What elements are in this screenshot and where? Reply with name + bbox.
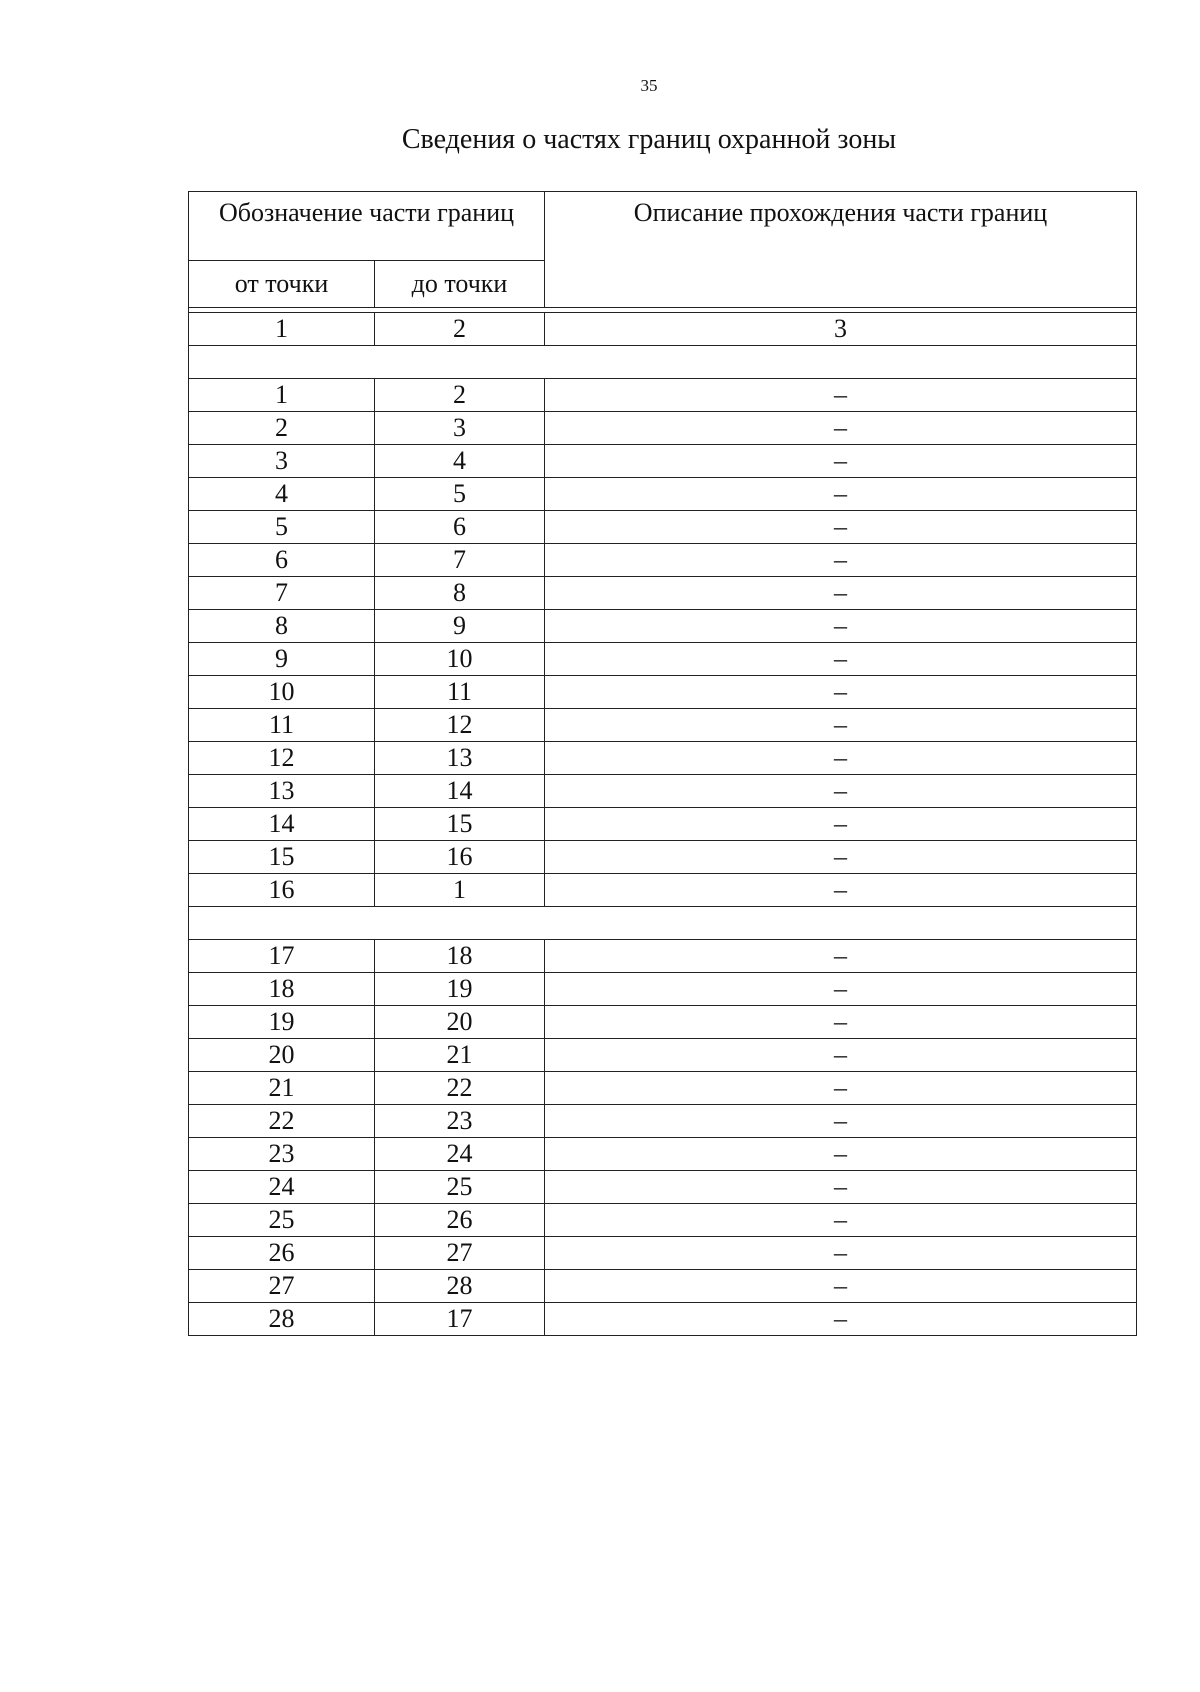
cell-to-point: 1 <box>375 874 545 907</box>
cell-to-point: 8 <box>375 577 545 610</box>
cell-from-point: 4 <box>189 478 375 511</box>
table-row <box>189 1270 1137 1303</box>
table-row <box>189 841 1137 874</box>
cell-to-point: 7 <box>375 544 545 577</box>
table-row <box>189 1006 1137 1039</box>
header-description-label: Описание прохождения части границ <box>633 198 1048 227</box>
table-row <box>189 808 1137 841</box>
cell-to-point: 21 <box>375 1039 545 1072</box>
section-row <box>189 346 1137 379</box>
cell-description: – <box>545 1303 1137 1336</box>
cell-to-point: 6 <box>375 511 545 544</box>
cell-from-point: 8 <box>189 610 375 643</box>
cell-from-point: 12 <box>189 742 375 775</box>
cell-to-point: 27 <box>375 1237 545 1270</box>
table-row <box>189 775 1137 808</box>
cell-description: – <box>545 1171 1137 1204</box>
table-row <box>189 742 1137 775</box>
table-row <box>189 1072 1137 1105</box>
cell-description: – <box>545 1072 1137 1105</box>
cell-to-point: 2 <box>375 379 545 412</box>
cell-from-point: 3 <box>189 445 375 478</box>
table-row <box>189 1039 1137 1072</box>
cell-from-point: 7 <box>189 577 375 610</box>
cell-description: – <box>545 643 1137 676</box>
table-row <box>189 1171 1137 1204</box>
cell-to-point: 15 <box>375 808 545 841</box>
cell-description: – <box>545 1006 1137 1039</box>
cell-from-point: 15 <box>189 841 375 874</box>
cell-to-point: 16 <box>375 841 545 874</box>
cell-description: – <box>545 610 1137 643</box>
cell-from-point: 23 <box>189 1138 375 1171</box>
cell-from-point: 1 <box>189 379 375 412</box>
cell-description: – <box>545 1039 1137 1072</box>
cell-from-point: 13 <box>189 775 375 808</box>
column-number-1: 1 <box>189 313 375 346</box>
cell-description: – <box>545 1237 1137 1270</box>
table-row <box>189 676 1137 709</box>
table-row <box>189 478 1137 511</box>
page-number: 35 <box>640 76 658 95</box>
cell-from-point: 14 <box>189 808 375 841</box>
cell-to-point: 20 <box>375 1006 545 1039</box>
header-boundary-designation <box>189 192 545 261</box>
cell-to-point: 19 <box>375 973 545 1006</box>
table-row <box>189 1138 1137 1171</box>
header-boundary-designation-label: Обозначение части границ <box>218 198 515 227</box>
section-label <box>189 907 1137 940</box>
cell-to-point: 22 <box>375 1072 545 1105</box>
table-row <box>189 577 1137 610</box>
table-row <box>189 1303 1137 1336</box>
table-body <box>189 192 1137 1336</box>
cell-from-point: 17 <box>189 940 375 973</box>
cell-to-point: 24 <box>375 1138 545 1171</box>
cell-description: – <box>545 577 1137 610</box>
cell-description: – <box>545 775 1137 808</box>
cell-to-point: 4 <box>375 445 545 478</box>
section-label <box>189 346 1137 379</box>
table-row <box>189 511 1137 544</box>
table-row <box>189 544 1137 577</box>
cell-to-point: 11 <box>375 676 545 709</box>
cell-description: – <box>545 445 1137 478</box>
table-row <box>189 1105 1137 1138</box>
cell-to-point: 10 <box>375 643 545 676</box>
table-row <box>189 709 1137 742</box>
cell-from-point: 21 <box>189 1072 375 1105</box>
cell-description: – <box>545 940 1137 973</box>
header-to-point: до точки <box>375 261 545 308</box>
table-row <box>189 643 1137 676</box>
cell-to-point: 23 <box>375 1105 545 1138</box>
cell-to-point: 25 <box>375 1171 545 1204</box>
cell-to-point: 5 <box>375 478 545 511</box>
cell-from-point: 19 <box>189 1006 375 1039</box>
cell-to-point: 18 <box>375 940 545 973</box>
cell-from-point: 11 <box>189 709 375 742</box>
cell-description: – <box>545 709 1137 742</box>
cell-description: – <box>545 808 1137 841</box>
cell-to-point: 28 <box>375 1270 545 1303</box>
cell-from-point: 26 <box>189 1237 375 1270</box>
cell-description: – <box>545 841 1137 874</box>
cell-description: – <box>545 511 1137 544</box>
table-row <box>189 610 1137 643</box>
cell-description: – <box>545 973 1137 1006</box>
cell-description: – <box>545 1105 1137 1138</box>
table-row <box>189 412 1137 445</box>
cell-from-point: 2 <box>189 412 375 445</box>
cell-to-point: 14 <box>375 775 545 808</box>
table-row <box>189 445 1137 478</box>
cell-description: – <box>545 412 1137 445</box>
cell-to-point: 9 <box>375 610 545 643</box>
cell-description: – <box>545 742 1137 775</box>
cell-to-point: 3 <box>375 412 545 445</box>
cell-from-point: 10 <box>189 676 375 709</box>
column-number-3: 3 <box>545 313 1137 346</box>
cell-description: – <box>545 478 1137 511</box>
cell-description: – <box>545 676 1137 709</box>
document-title: Сведения о частях границ охранной зоны <box>401 124 897 155</box>
boundary-parts-table <box>188 191 1137 1336</box>
cell-from-point: 18 <box>189 973 375 1006</box>
cell-to-point: 12 <box>375 709 545 742</box>
cell-to-point: 17 <box>375 1303 545 1336</box>
table-row <box>189 973 1137 1006</box>
cell-from-point: 24 <box>189 1171 375 1204</box>
header-description <box>545 192 1137 308</box>
header-row-group <box>189 192 1137 261</box>
section-row <box>189 907 1137 940</box>
cell-description: – <box>545 379 1137 412</box>
cell-description: – <box>545 1270 1137 1303</box>
cell-from-point: 16 <box>189 874 375 907</box>
cell-description: – <box>545 1138 1137 1171</box>
cell-to-point: 13 <box>375 742 545 775</box>
cell-from-point: 25 <box>189 1204 375 1237</box>
column-number-row <box>189 313 1137 346</box>
cell-from-point: 20 <box>189 1039 375 1072</box>
cell-from-point: 28 <box>189 1303 375 1336</box>
cell-to-point: 26 <box>375 1204 545 1237</box>
cell-description: – <box>545 874 1137 907</box>
column-number-2: 2 <box>375 313 545 346</box>
table-row <box>189 1204 1137 1237</box>
cell-description: – <box>545 1204 1137 1237</box>
cell-from-point: 9 <box>189 643 375 676</box>
table-row <box>189 874 1137 907</box>
cell-description: – <box>545 544 1137 577</box>
cell-from-point: 5 <box>189 511 375 544</box>
cell-from-point: 22 <box>189 1105 375 1138</box>
table-row <box>189 940 1137 973</box>
header-from-point: от точки <box>189 261 375 308</box>
table-row <box>189 1237 1137 1270</box>
cell-from-point: 6 <box>189 544 375 577</box>
table-row <box>189 379 1137 412</box>
cell-from-point: 27 <box>189 1270 375 1303</box>
